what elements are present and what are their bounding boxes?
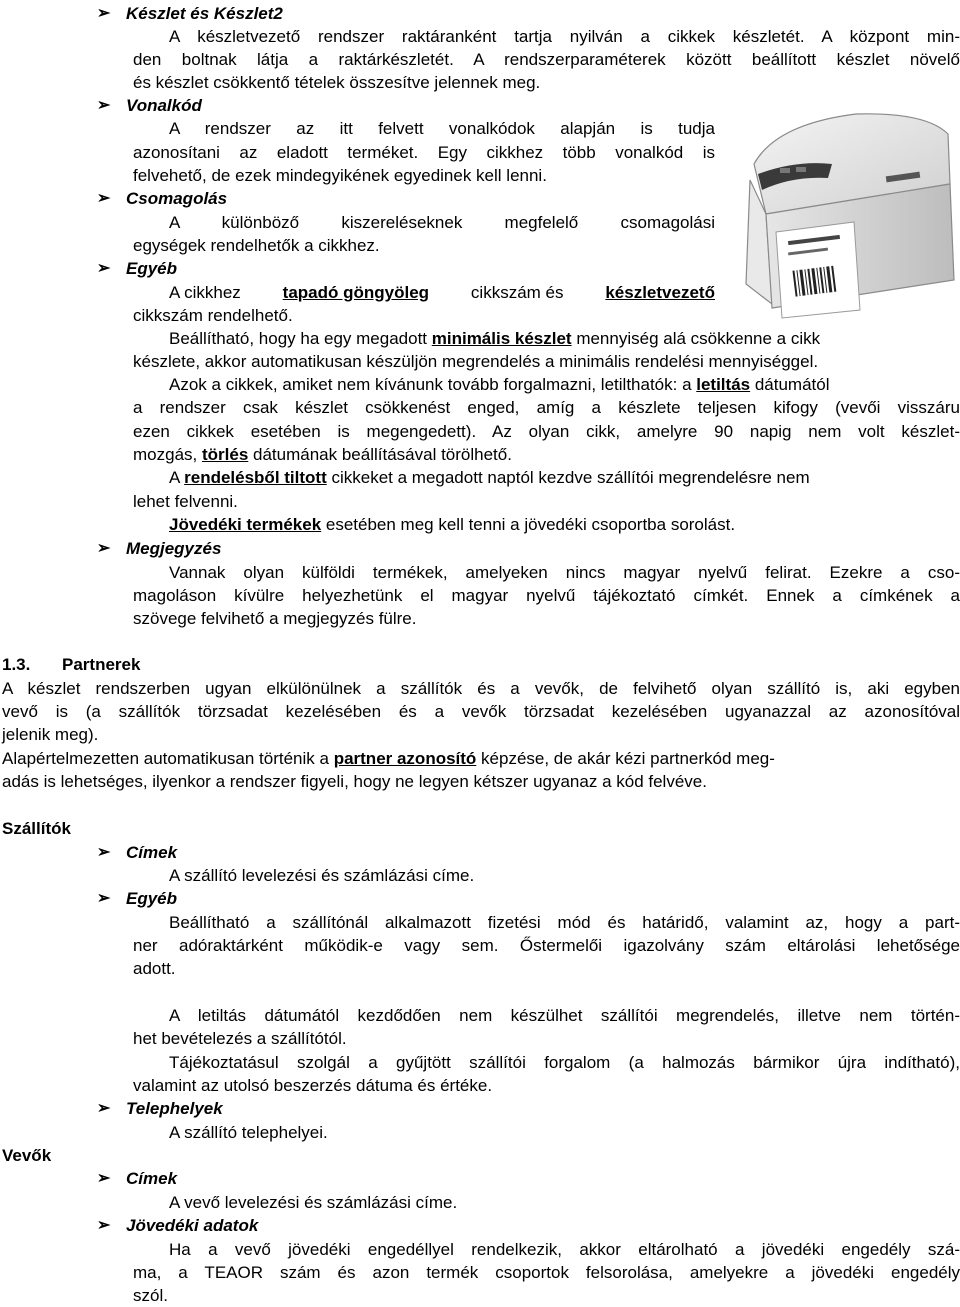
term-rendelesbol-tiltott: rendelésből tiltott — [184, 468, 327, 487]
paragraph-line: het bevételezés a szállítótól. — [133, 1029, 347, 1048]
text-run: Beállítható, hogy ha egy megadott — [169, 329, 432, 348]
term-tapado-gongyoleg: tapadó göngyöleg — [282, 283, 430, 302]
bullet-arrow-icon: ➢ — [97, 5, 111, 22]
paragraph-line: egységek rendelhetők a cikkhez. — [133, 236, 380, 255]
term-partner-azonosito: partner azonosító — [333, 749, 477, 768]
paragraph-line: vevő is (a szállítók törzsadat kezelésében és a vevők törzsadat kezelésében ugyanazzal az azonosítóval — [2, 702, 960, 721]
paragraph-line: den boltnak látja a raktárkészletét. A rendszerparaméterek között beállított készlet növelő — [133, 50, 960, 69]
text-run: dátumától — [750, 375, 830, 394]
heading-vevok: Vevők — [2, 1146, 52, 1165]
section-title-jovedeki-adatok: Jövedéki adatok — [126, 1216, 259, 1235]
bullet-arrow-icon: ➢ — [97, 190, 111, 207]
paragraph-line — [169, 282, 715, 304]
bullet-arrow-icon: ➢ — [97, 260, 111, 277]
text-run: cikkszám és — [466, 283, 569, 302]
paragraph-line: A különböző kiszereléseknek megfelelő csomagolási — [169, 213, 715, 232]
bullet-arrow-icon: ➢ — [97, 1170, 111, 1187]
bullet-arrow-icon: ➢ — [97, 844, 111, 861]
paragraph-line — [2, 748, 775, 770]
section-title-megjegyzes: Megjegyzés — [126, 539, 222, 558]
paragraph-line: és készlet csökkentő tételek összesítve jelennek meg. — [133, 73, 541, 92]
paragraph-line: a rendszer csak készlet csökkenést enged, amíg a készlete teljesen kifogy (vevői visszáru — [133, 398, 960, 417]
section-title-egyeb: Egyéb — [126, 889, 178, 908]
paragraph-line: szól. — [133, 1286, 168, 1305]
text-run: Azok a cikkek, amiket nem kívánunk tovább forgalmazni, letilthatók: a — [169, 375, 697, 394]
text-run: esetében meg kell tenni a jövedéki csoportba sorolást. — [321, 515, 736, 534]
text-run: mozgás, — [133, 445, 202, 464]
paragraph-line: Vannak olyan külföldi termékek, amelyeken nincs magyar nyelvű felirat. Ezekre a cso- — [169, 563, 960, 582]
term-keszletvezeto: készletvezető — [605, 283, 715, 302]
text-run: cikkeket a megadott naptól kezdve szállítói megrendelésre nem — [326, 468, 810, 487]
section-title-keszlet: Készlet és Készlet2 — [126, 4, 283, 23]
term-jovedeki-termekek: Jövedéki termékek — [169, 515, 322, 534]
bullet-arrow-icon: ➢ — [97, 890, 111, 907]
section-title-csomagolas: Csomagolás — [126, 189, 228, 208]
paragraph-line: A készletvezető rendszer raktáranként tartja nyilván a cikkek készletét. A központ min- — [169, 27, 960, 46]
label-printer-image — [736, 104, 960, 322]
paragraph-line: azonosítani az eladott terméket. Egy cikkhez több vonalkód is — [133, 143, 715, 162]
paragraph-line: magoláson kívülre helyezhetünk el magyar nyelvű tájékoztató címkét. Ennek a címkének a — [133, 586, 960, 605]
term-letiltas: letiltás — [696, 375, 751, 394]
text-run: mennyiség alá csökkenne a cikk — [571, 329, 821, 348]
text-run: dátumának beállításával törölhető. — [248, 445, 512, 464]
paragraph-line: jelenik meg). — [2, 725, 99, 744]
section-title-cimek: Címek — [126, 1169, 178, 1188]
term-torles: törlés — [201, 445, 249, 464]
bullet-arrow-icon: ➢ — [97, 1217, 111, 1234]
paragraph-line — [133, 444, 512, 466]
paragraph-line: szövege felvihető a megjegyzés fülre. — [133, 609, 417, 628]
bullet-arrow-icon: ➢ — [97, 1100, 111, 1117]
text-run: Alapértelmezetten automatikusan történik a — [2, 749, 334, 768]
paragraph-line: A szállító levelezési és számlázási címe. — [169, 866, 475, 885]
heading-szallitok: Szállítók — [2, 819, 71, 838]
text-run: A — [169, 468, 185, 487]
paragraph-line: A készlet rendszerben ugyan elkülönülnek a szállítók és a vevők, de felvihető olyan szállító is, aki egyben — [2, 679, 960, 698]
paragraph-line: adott. — [133, 959, 176, 978]
bullet-arrow-icon: ➢ — [97, 97, 111, 114]
paragraph-line: ma, a TEAOR szám és azon termék csoportok felsorolása, amelyekre a jövedéki engedély — [133, 1263, 960, 1282]
text-run: A cikkhez — [169, 283, 246, 302]
paragraph-line: Beállítható a szállítónál alkalmazott fizetési mód és határidő, valamint az, hogy a part- — [169, 913, 960, 932]
paragraph-line: valamint az utolsó beszerzés dátuma és értéke. — [133, 1076, 493, 1095]
paragraph-line: Ha a vevő jövedéki engedéllyel rendelkezik, akkor eltárolható a jövedéki engedély szá- — [169, 1240, 960, 1259]
paragraph-line: A szállító telephelyei. — [169, 1123, 328, 1142]
paragraph-line: ner adóraktárként működik-e vagy sem. Őstermelői igazolvány szám eltárolási lehetősége — [133, 936, 960, 955]
section-title-partnerek: Partnerek — [62, 655, 141, 674]
bullet-arrow-icon: ➢ — [97, 540, 111, 557]
paragraph-line: A letiltás dátumától kezdődően nem készülhet szállítói megrendelés, illetve nem történ- — [169, 1006, 960, 1025]
paragraph-line: cikkszám rendelhető. — [133, 306, 293, 325]
term-minimalis-keszlet: minimális készlet — [431, 329, 572, 348]
paragraph-line: A rendszer az itt felvett vonalkódok alapján is tudja — [169, 119, 715, 138]
paragraph-line: Tájékoztatásul szolgál a gyűjtött szállítói forgalom (a halmozás bármikor újra indítható), — [169, 1053, 960, 1072]
paragraph-line — [169, 467, 810, 489]
paragraph-line: lehet felvenni. — [133, 492, 238, 511]
paragraph-line — [169, 328, 820, 350]
text-run: képzése, de akár kézi partnerkód meg- — [476, 749, 775, 768]
paragraph-line: felvehető, de ezek mindegyikének egyedinek kell lenni. — [133, 166, 547, 185]
paragraph-line: ezen cikkek esetében is megengedett). Az olyan cikk, amelyre 90 napig nem volt készlet- — [133, 422, 960, 441]
section-number: 1.3. — [2, 655, 31, 674]
section-title-cimek: Címek — [126, 843, 178, 862]
paragraph-line: adás is lehetséges, ilyenkor a rendszer figyeli, hogy ne legyen kétszer ugyanaz a kód felvéve. — [2, 772, 707, 791]
paragraph-line — [169, 374, 830, 396]
paragraph-line: készlete, akkor automatikusan készüljön megrendelés a minimális rendelési mennyiséggel. — [133, 352, 819, 371]
section-title-telephelyek: Telephelyek — [126, 1099, 223, 1118]
section-title-egyeb: Egyéb — [126, 259, 178, 278]
paragraph-line: A vevő levelezési és számlázási címe. — [169, 1193, 458, 1212]
section-title-vonalkod: Vonalkód — [126, 96, 202, 115]
paragraph-line — [169, 514, 735, 536]
